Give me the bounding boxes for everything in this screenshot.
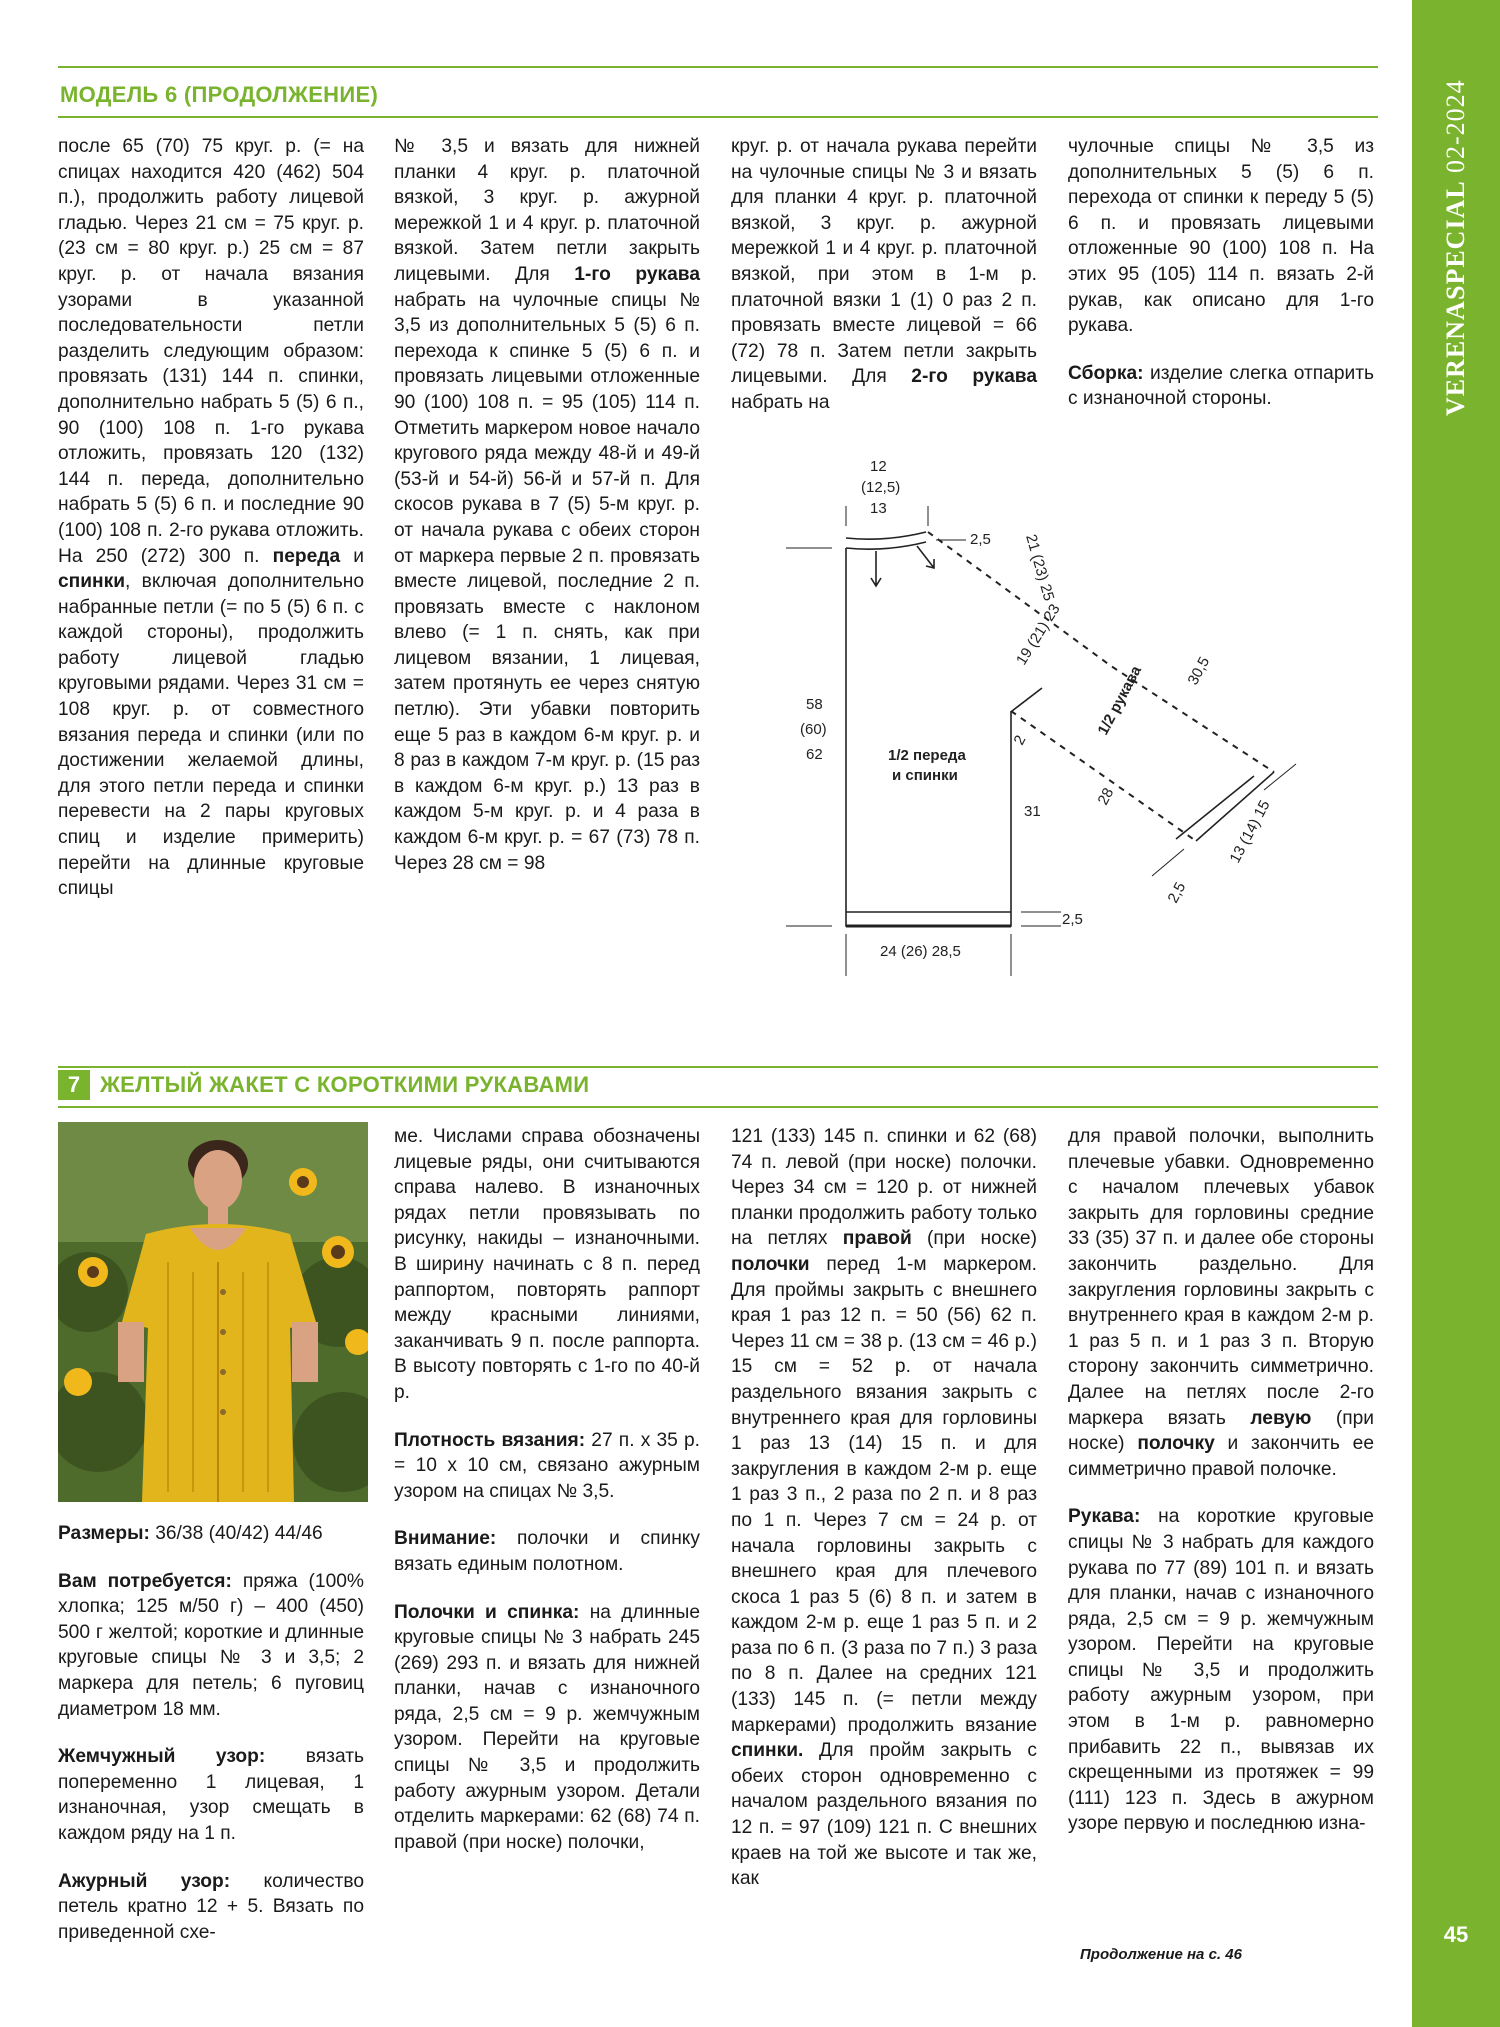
dim-height-3: 62 [806,746,823,763]
dim-side-height: 31 [1024,803,1041,820]
dim-hem-band: 2,5 [1062,911,1083,928]
dim-sleeve-under: 28 [1094,785,1118,808]
dim-height-1: 58 [806,696,823,713]
dim-underarm: 2 [1010,732,1030,748]
dim-raglan: 21 (23) 25 [1022,532,1058,603]
dim-bottom-width: 24 (26) 28,5 [880,943,961,960]
body-label-2: и спинки [892,767,958,784]
issue-number: 02-2024 [1441,79,1470,173]
section-7-rule [58,1106,1378,1108]
section-7-col-3: 121 (133) 145 п. спинки и 62 (68) 74 п. левой (при носке) полочки. Через 34 см = 120 р. от нижней планки продолжить работу только на петлях правой (при носке) полочки перед 1-м маркером. Для проймы закрыть с внешнего края 1 раз 12 п. = 50 (56) 62 п. Через 11 см = 38 р. (13 см = 46 р.) 15 см = 52 р. от начала раздельного вязания закрыть с внутреннего края для горловины 1 раз 13 (14) 15 п. и для закругления в каждом 2-м р. еще 1 раз 3 п., 2 раза по 2 п. и 8 раз по 1 п. Через 7 см = 24 р. от начала горловины закрыть с внешнего края для плечевого скоса 1 раз 5 (6) 8 п. и затем в каждом 2-м р. еще 1 раз 5 п. и 2 раза по 6 п. (3 раза по 7 п.) 3 раза по 8 п. Далее на средних 121 (133) 145 п. (= петли между маркерами) продолжить вязание спинки. Для пройм закрыть с обеих сторон одновременно с началом раздельного вязания по 12 п. = 97 (109) 121 п. С внешних краев на той же высоте и так же, как [731,1126,1037,1890]
dim-top-2: (12,5) [861,479,901,496]
section-7-number: 7 [58,1070,90,1100]
dim-sleeve-length: 30,5 [1184,654,1214,688]
assembly-label: Сборка: [1068,362,1144,384]
dim-neck-offset: 2,5 [970,531,991,548]
page-number: 45 [1443,1922,1469,1947]
dim-cuff-width: 13 (14) 15 [1226,797,1274,866]
section-6-col-1: после 65 (70) 75 круг. р. (= на спицах находится 420 (462) 504 п.), продолжить работу лицевой гладью. Через 21 см = 75 круг. р. (23 см = 80 круг. р.) 25 см = 87 круг. р. от начала вязания узорами в указанной последовательности петли разделить следующим образом: провязать (131) 144 п. спинки, дополнительно набрать 5 (5) 6 п., 90 (100) 108 п. 1-го рукава отложить, провязать 120 (132) 144 п. переда, дополнительно набрать 5 (5) 6 п. и последние 90 (100) 108 п. 2-го рукава отложить. На 250 (272) 300 п. переда и спинки, включая дополнительно набранные петли (= по 5 (5) 6 п. с каждой стороны), продолжить работу лицевой гладью круговыми рядами. Через 31 см = 108 круг. р. от совместного вязания переда и спинки (или по достижении желаемой длины, для этого петли переда и спинки перевести на 2 пары круговых спиц и изделие примерить) перейти на длинные круговые спицы [58,136,364,900]
magazine-title [1428,56,1484,416]
jacket-photo [58,1122,368,1502]
dim-height-2: (60) [800,721,827,738]
brand-name: VERENA [1441,300,1470,416]
section-7-title: ЖЕЛТЫЙ ЖАКЕТ С КОРОТКИМИ РУКАВАМИ [100,1072,590,1097]
dim-raglan-inner: 19 (21) 23 [1012,601,1064,669]
dim-cuff-band: 2,5 [1164,879,1190,906]
section-6-col-3: круг. р. от начала рукава перейти на чулочные спицы № 3 и вязать для планки 4 круг. р. платочной вязкой, 3 круг. р. ажурной мережкой 1 и 4 круг. р. платочной вязкой, при этом в 1-м р. платочной вязки 1 (1) 0 раз 2 п. провязать вместе лицевой = 66 (72) 78 п. Затем петли закрыть лицевыми. Для 2-го рукава набрать на [731,136,1037,413]
dim-top-3: 13 [870,500,887,517]
body-label-1: 1/2 переда [888,747,966,764]
brand-special: SPECIAL [1441,180,1470,301]
sleeve-label: 1/2 рукава [1094,663,1145,738]
pattern-schematic [776,456,1386,981]
section-6-col-4: чулочные спицы № 3,5 из дополнительных 5 (5) 6 п. перехода от спинки к переду 5 (5) 6 п. и провязать лицевыми отложенные 90 (100) 108 п. На этих 95 (105) 114 п. вязать 2-й рукав, как описано для 1-го рукава. Сборка: изделие слегка отпарить с изнаночной стороны. [1068,136,1374,410]
section-6-col-2: № 3,5 и вязать для нижней планки 4 круг. р. платочной вязкой, 3 круг. р. ажурной мережкой 1 и 4 круг. р. платочной вязкой. Затем петли закрыть лицевыми. Для 1-го рукава набрать на чулочные спицы № 3,5 из дополнительных 5 (5) 6 п. перехода к спинке 5 (5) 6 п. и провязать лицевыми отложенные 90 (100) 108 п. = 95 (105) 114 п. Отметить маркером новое начало кругового ряда между 48-й и 49-й (53-й и 54-й) 56-й и 57-й п. Для скосов рукава в 7 (5) 5-м круг. р. от начала рукава с обеих сторон от маркера первые 2 п. провязать вместе лицевой, последние 2 п. провязать вместе с наклоном влево (= 1 п. снять, как при лицевом вязании, 1 лицевая, затем протянуть ее через снятую петлю). Эти убавки повторить еще 5 раз в каждом 6-м круг. р. и 8 раз в каждом 7-м круг. р. (15 раз в каждом 6-м круг. р.) 13 раз в каждом 5-м круг. р. и 4 раза в каждом 6-м круг. р. = 67 (73) 78 п. Через 28 см = 98 [394,136,700,874]
dim-top-1: 12 [870,458,887,475]
section-7-col-1: Размеры: 36/38 (40/42) 44/46 Вам потребуется: пряжа (100% хлопка; 125 м/50 г) – 400 (450) 500 г желтой; короткие и длинные круговые спицы № 3 и 3,5; 2 маркера для петель; 6 пуговиц диаметром 18 мм. Жемчужный узор: вязать попеременно 1 лицевая, 1 изнаночная, узор смещать в каждом ряду на 1 п. Ажурный узор: количество петель кратно 12 + 5. Вязать по приведенной схе- [58,1523,364,1943]
section-6-title: МОДЕЛЬ 6 (ПРОДОЛЖЕНИЕ) [60,82,379,107]
section-7-col-2: ме. Числами справа обозначены лицевые ряды, они считываются справа налево. В изнаночных рядах петли провязывать по рисунку, накиды – изнаночными. В ширину начинать с 8 п. перед раппортом, повторять раппорт между красными линиями, заканчивать 9 п. после раппорта. В высоту повторять с 1-го по 40-й р. Плотность вязания: 27 п. х 35 р. = 10 х 10 см, связано ажурным узором на спицах № 3,5. Внимание: полочки и спинку вязать единым полотном. Полочки и спинка: на длинные круговые спицы № 3 набрать 245 (269) 293 п. и вязать для нижней планки, начав с изнаночного ряда, 2,5 см = 9 р. жемчужным узором. Перейти на круговые спицы № 3,5 и продолжить работу ажурным узором. Детали отделить маркерами: 62 (68) 74 п. правой (при носке) полочки, [394,1126,700,1853]
section-7-col-4: для правой полочки, выполнить плечевые убавки. Одновременно с началом плечевых убавок закрыть для горловины средние 33 (35) 37 п. и далее обе стороны закончить раздельно. Для закругления горловины закрыть с внутреннего края в каждом 2-м р. 1 раз 5 п. и 1 раз 3 п. Вторую сторону закончить симметрично. Далее на петлях после 2-го маркера вязать левую (при носке) полочку и закончить ее симметрично правой полочке. Рукава: на короткие круговые спицы № 3 набрать для каждого рукава по 77 (89) 101 п. и вязать для планки, начав с изнаночного ряда, 2,5 см = 9 р. жемчужным узором. Перейти на круговые спицы № 3,5 и продолжить работу ажурным узором, при этом в 1-м р. равномерно прибавить 22 п., вывязав их скрещенными из протяжек = 99 (111) 123 п. Здесь в ажурном узоре первую и последнюю изна- [1068,1126,1374,1835]
section-6-rule [58,116,1378,118]
top-rule [58,66,1378,68]
continued-note: Продолжение на с. 46 [1080,1946,1242,1963]
section-7-top-rule [58,1066,1378,1068]
